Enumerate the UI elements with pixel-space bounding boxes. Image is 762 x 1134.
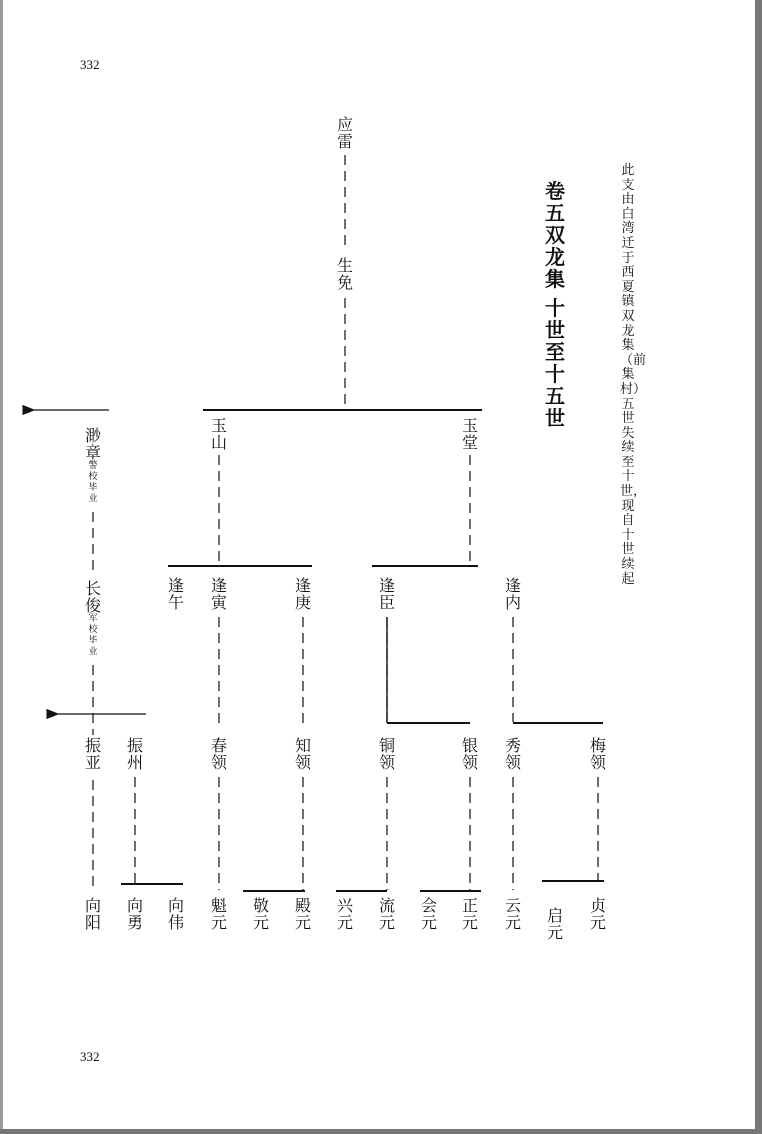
miaozhang-note: 警校毕业	[88, 461, 98, 504]
person-zhenzhou: 振州	[126, 736, 143, 772]
person-zhenya: 振亚	[84, 736, 101, 772]
migration-note: 此支由白湾迁于西夏镇双龙集（前集村）五世失续至十世，现自十世续起	[620, 163, 647, 587]
person-tongling: 铜领	[378, 736, 395, 772]
person-zhengyuan: 正元	[461, 896, 478, 932]
person-yinglei: 应雷	[336, 115, 353, 151]
person-kuiyuan: 魁元	[210, 896, 227, 932]
person-qiyuan: 启元	[546, 906, 563, 942]
person-changjun: 长俊	[84, 579, 101, 615]
person-fengnei: 逢内	[504, 576, 521, 612]
person-yinling: 银领	[461, 736, 478, 772]
person-meiling: 梅领	[589, 736, 606, 772]
person-fengchen: 逢臣	[378, 576, 395, 612]
page-number-bottom: 332	[80, 1049, 100, 1064]
person-yushan: 玉山	[210, 416, 227, 452]
person-xiuling: 秀领	[504, 736, 521, 772]
person-xingyuan: 兴元	[336, 896, 353, 932]
changjun-note: 军校毕业	[88, 614, 98, 657]
person-fengwu: 逢午	[167, 576, 184, 612]
person-shengmian: 生免	[336, 256, 353, 292]
person-xiangyang: 向阳	[84, 896, 101, 932]
page-number-top: 332	[80, 57, 100, 72]
person-liuyuan: 流元	[378, 896, 395, 932]
person-xiangwei: 向伟	[167, 896, 184, 932]
volume-title: 卷五双龙集	[545, 179, 565, 291]
person-fenggeng: 逢庚	[294, 576, 311, 612]
person-huiyuan: 会元	[420, 896, 437, 932]
person-chunling: 春领	[210, 736, 227, 772]
lineage-solid-bars	[121, 410, 604, 891]
person-dianyuan: 殿元	[294, 896, 311, 932]
person-xiangyong: 向勇	[126, 896, 143, 932]
person-zhiling: 知领	[294, 736, 311, 772]
person-yunyuan: 云元	[504, 896, 521, 932]
person-fengyin: 逢寅	[210, 576, 227, 612]
generation-range-title: 十世至十五世	[545, 296, 565, 430]
person-yutang: 玉堂	[461, 416, 478, 452]
person-miaozhang: 渺章	[84, 426, 101, 462]
person-jingyuan: 敬元	[252, 896, 269, 932]
person-zhenyuan: 贞元	[589, 896, 606, 932]
